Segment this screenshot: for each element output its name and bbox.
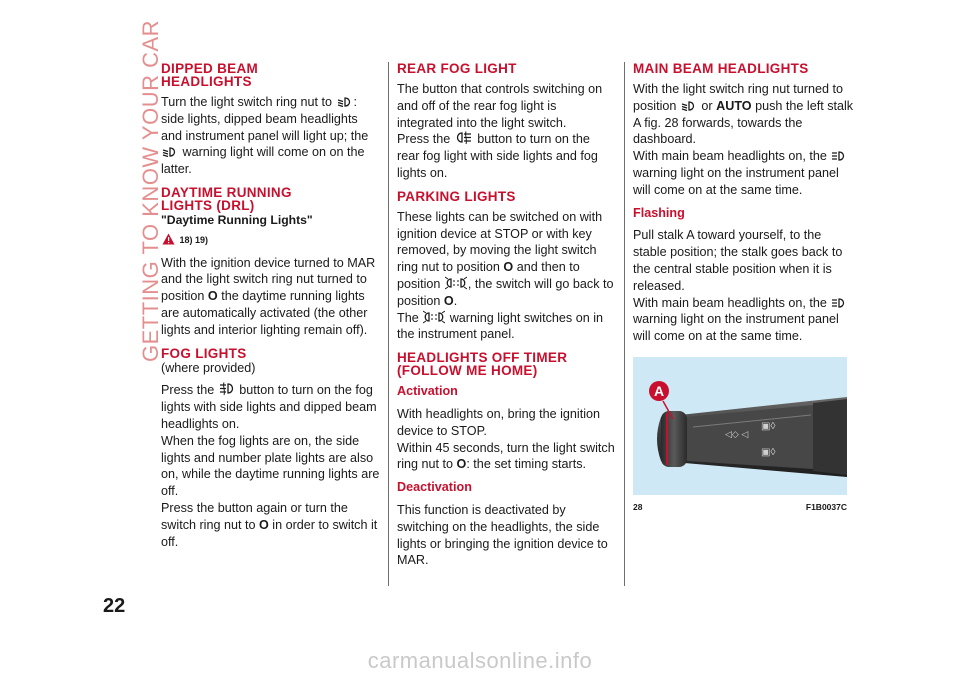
heading-fog-lights: FOG LIGHTS: [161, 345, 247, 361]
deactivation-text: This function is deactivated by switching on the headlights, the side lights or bringing the ignition device to MAR.: [397, 502, 608, 568]
figure-caption: [633, 499, 847, 516]
page-number: 22: [103, 595, 126, 617]
column-3: [633, 62, 855, 516]
light-stalk-illustration: [633, 357, 847, 495]
parking-text: These lights can be switched on with ignition device at STOP or with key removed, by moving the light switch ring nut to position O and then to position , the switch will go back to position O.: [397, 209, 614, 308]
figure-number: 28: [633, 501, 643, 512]
drl-notes: 18) 19): [161, 231, 381, 249]
parking-lights-icon: [423, 310, 445, 324]
column-2: [397, 62, 615, 569]
parking-text-2: The warning light switches on in the instrument panel.: [397, 310, 604, 342]
fog-light-icon: [219, 382, 235, 396]
fog-text: Press the button to turn on the fog lights with side lights and dipped beam headlights on.: [161, 383, 377, 431]
rear-fog-text: The button that controls switching on and off of the rear fog light is integrated into the light switch.: [397, 82, 603, 130]
watermark: carmanualsonline.info: [367, 648, 593, 673]
flashing-text: Pull stalk A toward yourself, to the stable position; the stalk goes back to the central stable position when it is released.: [633, 228, 843, 293]
fog-text-3: Press the button again or turn the switch ring nut to O in order to switch it off.: [161, 500, 378, 549]
activation-subheading: Activation: [397, 384, 458, 399]
heading-dipped-beam: DIPPED BEAM HEADLIGHTS: [161, 61, 259, 89]
heading-drl: DAYTIME RUNNING LIGHTS (DRL): [161, 184, 292, 213]
figure-label-a: A: [653, 382, 665, 399]
sidebar-section-title: GETTING TO KNOW YOUR CAR: [138, 19, 163, 362]
dipped-beam-icon: [681, 100, 697, 112]
main-beam-text: With the light switch ring nut turned to position or AUTO push the left stalk A fig. 28 forwards, towards the dashboard.: [633, 82, 854, 147]
dipped-beam-icon: [162, 146, 178, 158]
figure-light-stalk: [633, 357, 847, 495]
heading-parking-lights: PARKING LIGHTS: [397, 188, 516, 204]
drl-subtitle: "Daytime Running Lights": [161, 212, 313, 227]
main-beam-text-2: With main beam headlights on, the warning light on the instrument panel will come on at the same time.: [633, 148, 855, 198]
activation-text-2: Within 45 seconds, turn the light switch ring nut to O: the set timing starts.: [397, 440, 615, 472]
flashing-subheading: Flashing: [633, 205, 685, 220]
warning-triangle-icon: [162, 233, 175, 245]
svg-text:▣◊: ▣◊: [761, 446, 776, 458]
rear-fog-light-icon: [455, 131, 473, 145]
main-beam-icon: [831, 150, 847, 162]
deactivation-subheading: Deactivation: [397, 480, 472, 495]
figure-code: F1B0037C: [805, 501, 847, 512]
rear-fog-text-2: Press the button to turn on the rear fog light with side lights and fog lights on.: [397, 132, 598, 180]
heading-headlights-off-timer: HEADLIGHTS OFF TIMER (FOLLOW ME HOME): [397, 350, 568, 379]
heading-main-beam: MAIN BEAM HEADLIGHTS: [633, 61, 809, 76]
column-divider: [388, 62, 389, 586]
column-1: [161, 62, 381, 550]
flashing-text-2: With main beam headlights on, the warning light on the instrument panel will come on at the same time.: [633, 295, 855, 345]
parking-lights-icon: [445, 276, 467, 290]
fog-text-2: When the fog lights are on, the side lights and number plate lights are also on, while the daytime running lights are off.: [161, 433, 380, 499]
fog-where-provided: (where provided): [161, 360, 256, 375]
activation-text: With headlights on, bring the ignition device to STOP.: [397, 406, 601, 438]
heading-rear-fog: REAR FOG LIGHT: [397, 61, 517, 76]
svg-text:▣◊: ▣◊: [761, 420, 776, 432]
dipped-beam-icon: [337, 96, 353, 108]
dipped-beam-text: Turn the light switch ring nut to : side lights, dipped beam headlights and instrument panel will light up; the warning light will come on on the latter.: [161, 95, 369, 177]
main-beam-icon: [831, 297, 847, 309]
drl-text: With the ignition device turned to MAR and the light switch ring nut turned to position O the daytime running lights are automatically activated (the other lights and interior lighting remain off).: [161, 255, 376, 337]
svg-text:◁◇ ◁: ◁◇ ◁: [725, 428, 749, 439]
column-divider: [624, 62, 625, 586]
